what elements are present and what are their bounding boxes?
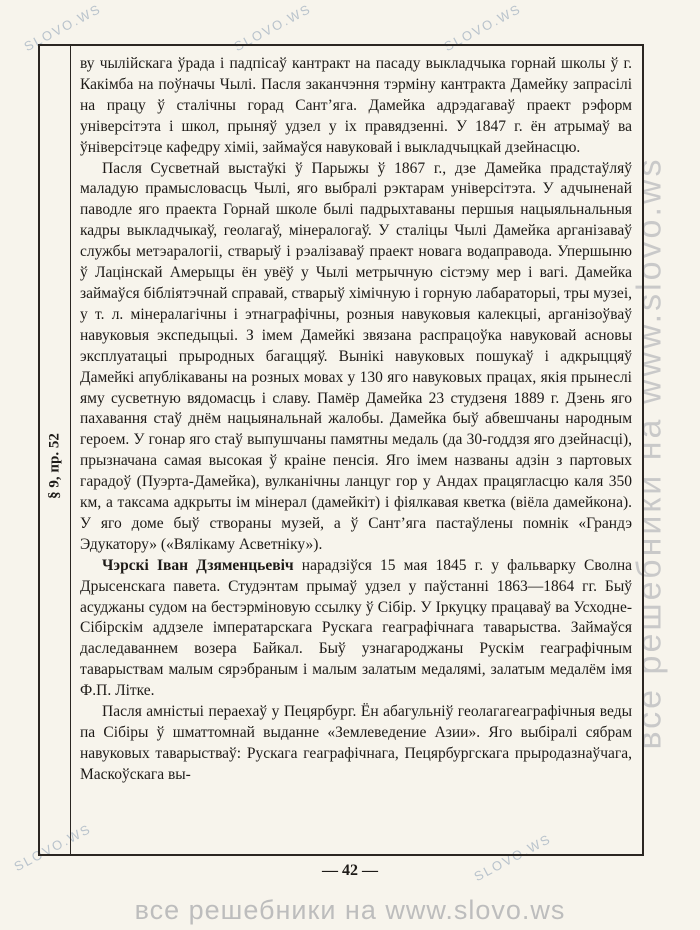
section-side-label xyxy=(40,46,71,854)
watermark-text: SLOVO.WS xyxy=(231,0,314,55)
watermark-text: SLOVO.WS xyxy=(21,0,104,55)
watermark-text: SLOVO.WS xyxy=(11,820,94,875)
side-watermark: все решебники на www.slovo.ws xyxy=(630,156,669,750)
paragraph: Пасля Сусветнай выстаўкі ў Парыжы ў 1867 г., дзе Дамейка прадстаўляў маладую прамысловасць Чылі, яго выбралі рэктарам універсітэта. У адчыненай паводле яго праекта Горнай школе былі падрыхтаваны першыя нацыяльнальныя кадры выкладчыкаў, геолагаў, мінералогаў. У сталіцы Чылі Дамейка арганізаваў службы метэаралогіі, стварыў і рэалізаваў праект новага водаправода. Упершыню ў Лацінскай Амерыцы ён увёў у Чылі метрычную сістэму мер і вагі. Дамейка займаўся бібліятэчнай справай, стварыў хімічную і горную лабараторыі, тры музеі, у т. л. мінералагічны і этнаграфічны, розныя навуковыя калекцыі, арганізоўваў навуковыя экспедыцыі. З імем Дамейкі звязана распрацоўка навуковай асновы эксплуатацыі прыродных багаццяў. Вынікі навуковых пошукаў і адкрыццяў Дамейкі апублікаваны на розных мовах у 130 яго навуковых працах, якія прынеслі яму сусветную вядомасць і славу. Памёр Дамейка 23 студзеня 1889 г. Дзень яго пахавання стаў днём нацыянальнай жалобы. Дамейка быў абвешчаны народным героем. У гонар яго стаў выпушчаны памятны медаль (да 30-годдзя яго дзейнасці), прызначана самая высокая ў краіне пенсія. Яго імем названы адзін з партовых гарадоў (Пуэрта-Дамейка), вулканічны ланцуг гор у Андах працягласцю каля 350 км, а таксама адкрыты ім мінерал (дамейкіт) і фіялкавая кветка (віёла дамейкона). У яго доме быў створаны музей, а ў Сант’яга пастаўлены помнік «Грандэ Эдукатору» («Вялікаму Асветніку»). xyxy=(80,159,632,553)
bio-text: нарадзіўся 15 мая 1845 г. у фальварку Сволна Дрысенскага павета. Студэнтам прымаў удзел у паўстанні 1863—1864 гг. Быў асуджаны судом на бестэрміновую ссылку ў Сібір. У Іркуцку працаваў ва Усходне-Сібірскім аддзеле імператарскага Рускага геаграфічнага таварыства. Займаўся даследаваннем возера Байкал. Быў узнагароджаны Рускім геаграфічным таварыствам малым сярэбраным і малым залатым медалямі, залатым медалём імя Ф.П. Літке. xyxy=(80,556,632,700)
page-frame xyxy=(38,44,644,856)
footer-watermark: все решебники на www.slovo.ws xyxy=(134,895,566,925)
text-content xyxy=(80,54,632,846)
paragraph: ву чылійскага ўрада і падпісаў кантракт на пасаду выкладчыка горнай школы ў г. Какімба на поўначы Чылі. Пасля заканчэння тэрміну кантракта Дамейку запрасілі на працу ў сталічны горад Сант’яга. Дамейка адрэдагаваў праект рэформ універсітэта і школ, прыняў удзел у іх правядзенні. У 1847 г. ён атрымаў ва ўніверсітэце кафедру хіміі, займаўся навуковай і выкладчыцкай дзейнасцю. xyxy=(80,55,632,156)
paragraph: Пасля амністыі пераехаў у Пецярбург. Ён абагульніў геолагагеаграфічныя веды па Сібіры ў шматтомнай выданне «Землеведение Азии». Яго выбіралі сябрам навуковых таварыстваў: Рускага геаграфічнага, Пецярбургскага прыродазнаўчага, Маскоўскага вы- xyxy=(80,703,632,783)
section-reference: § 9, пр. 52 xyxy=(46,433,63,499)
bio-paragraph xyxy=(80,556,632,702)
watermark-text: SLOVO.WS xyxy=(441,0,524,55)
watermark-text: SLOVO.WS xyxy=(471,830,554,885)
bio-name: Чэрскі Іван Дзяменцьевіч xyxy=(102,556,294,574)
page-number: — 42 — xyxy=(322,862,378,879)
